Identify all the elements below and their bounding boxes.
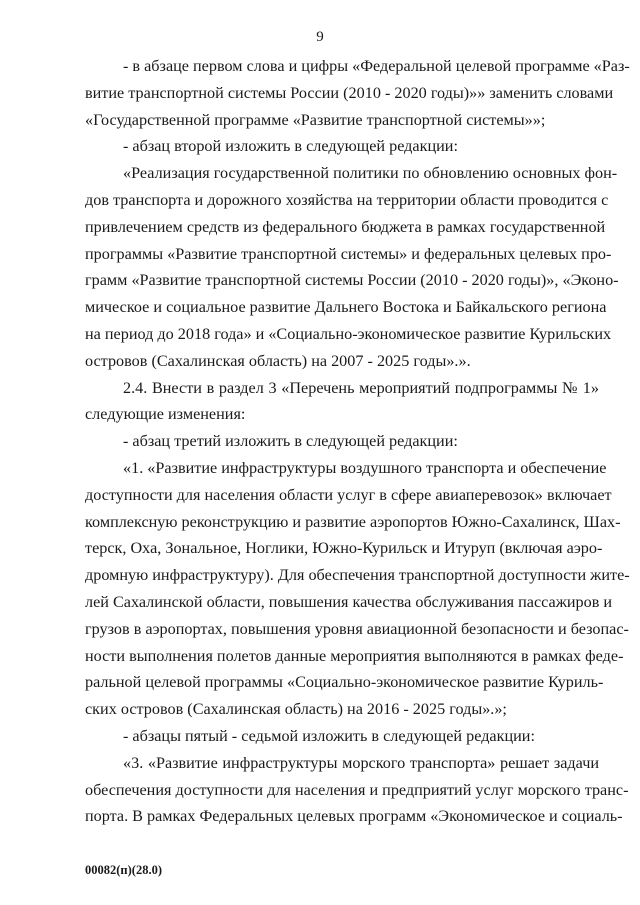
paragraph: [85, 133, 599, 160]
paragraph-line: комплексную реконструкцию и развитие аэропортов Южно-Сахалинск, Шах-: [85, 512, 621, 531]
paragraph-line: грамм «Развитие транспортной системы России (2010 - 2020 годы)», «Эконо-: [85, 271, 619, 290]
paragraph-line: следующие изменения:: [85, 405, 246, 424]
paragraph-line: мическое и социальное развитие Дальнего Востока и Байкальского региона: [85, 298, 607, 317]
paragraph-line: - абзацы пятый - седьмой изложить в следующей редакции:: [123, 726, 535, 745]
paragraph: [85, 428, 599, 455]
paragraph-line: порта. В рамках Федеральных целевых программ «Экономическое и социаль-: [85, 807, 623, 826]
paragraph-line: привлечением средств из федерального бюджета в рамках государственной: [85, 217, 606, 236]
paragraph-line: дромную инфраструктуру). Для обеспечения транспортной доступности жите-: [85, 566, 630, 585]
paragraph: [85, 750, 629, 830]
paragraph-line: ских островов (Сахалинская область) на 2016 - 2025 годы».»;: [85, 700, 507, 719]
paragraph-line: лей Сахалинской области, повышения качества обслуживания пассажиров и: [85, 592, 613, 611]
paragraph-line: дов транспорта и дорожного хозяйства на территории области проводится с: [85, 190, 609, 209]
paragraph: [85, 723, 599, 750]
paragraph-line: островов (Сахалинская область) на 2007 - 2025 годы».».: [85, 351, 471, 370]
paragraph-line: доступности для населения области услуг в сфере авиаперевозок» включает: [85, 485, 612, 504]
paragraph-line: на период до 2018 года» и «Социально-экономическое развитие Курильских: [85, 324, 612, 343]
page-number: 9: [316, 29, 324, 45]
paragraph-line: витие транспортной системы России (2010 - 2020 годы)»» заменить словами: [85, 83, 614, 102]
paragraph: [85, 375, 599, 429]
paragraph-line: ности выполнения полетов данные мероприятия выполняются в рамках феде-: [85, 646, 624, 665]
document-body: [85, 53, 630, 830]
paragraph: [85, 53, 630, 133]
paragraph-line: «Реализация государственной политики по обновлению основных фон-: [123, 164, 618, 183]
paragraph-line: 2.4. Внести в раздел 3 «Перечень мероприятий подпрограммы № 1»: [123, 378, 599, 397]
paragraph-line: ральной целевой программы «Социально-экономическое развитие Куриль-: [85, 673, 604, 692]
paragraph-line: «3. «Развитие инфраструктуры морского транспорта» решает задачи: [123, 753, 599, 772]
paragraph-line: программы «Развитие транспортной системы» и федеральных целевых про-: [85, 244, 612, 263]
document-footer-code: 00082(п)(28.0): [85, 863, 162, 877]
paragraph: [85, 455, 630, 723]
paragraph-line: - в абзаце первом слова и цифры «Федеральной целевой программе «Раз-: [123, 57, 630, 75]
paragraph-line: - абзац второй изложить в следующей редакции:: [123, 137, 458, 156]
paragraph-line: грузов в аэропортах, повышения уровня авиационной безопасности и безопас-: [85, 619, 629, 638]
paragraph-line: терск, Оха, Зональное, Ноглики, Южно-Курильск и Итуруп (включая аэро-: [85, 539, 603, 558]
paragraph: [85, 160, 619, 374]
paragraph-line: - абзац третий изложить в следующей редакции:: [123, 432, 458, 451]
paragraph-line: обеспечения доступности для населения и предприятий услуг морского транс-: [85, 780, 629, 799]
paragraph-line: «1. «Развитие инфраструктуры воздушного транспорта и обеспечение: [123, 458, 607, 477]
paragraph-line: «Государственной программе «Развитие транспортной системы»»;: [85, 110, 546, 129]
